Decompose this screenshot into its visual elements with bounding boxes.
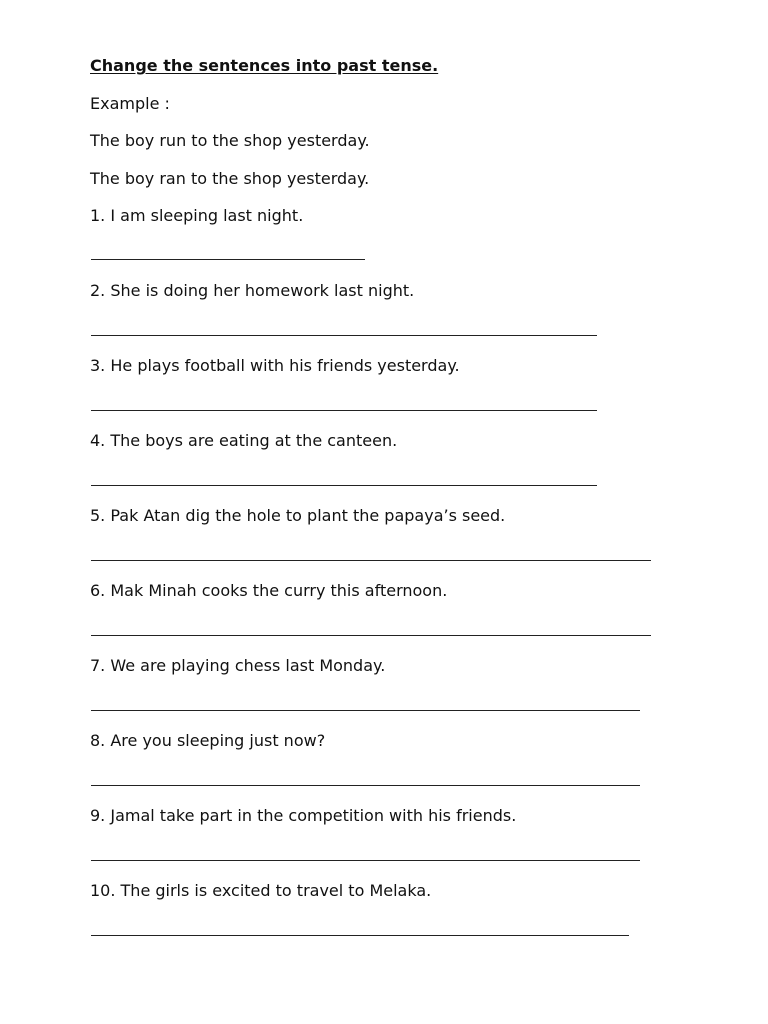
answer-line-7[interactable]: [91, 710, 640, 711]
answer-line-3[interactable]: [91, 410, 597, 411]
example-label: Example :: [90, 94, 170, 113]
answer-line-9[interactable]: [91, 860, 640, 861]
answer-line-6[interactable]: [91, 635, 651, 636]
answer-line-2[interactable]: [91, 335, 597, 336]
question-4: 4. The boys are eating at the canteen.: [90, 431, 398, 450]
worksheet-title: Change the sentences into past tense.: [90, 56, 439, 75]
question-10: 10. The girls is excited to travel to Melaka.: [90, 881, 432, 900]
question-8: 8. Are you sleeping just now?: [90, 731, 326, 750]
question-9: 9. Jamal take part in the competition with his friends.: [90, 806, 517, 825]
answer-line-1[interactable]: [91, 259, 365, 260]
question-7: 7. We are playing chess last Monday.: [90, 656, 386, 675]
question-5: 5. Pak Atan dig the hole to plant the papaya’s seed.: [90, 506, 506, 525]
answer-line-8[interactable]: [91, 785, 640, 786]
question-2: 2. She is doing her homework last night.: [90, 281, 415, 300]
answer-line-4[interactable]: [91, 485, 597, 486]
question-3: 3. He plays football with his friends yesterday.: [90, 356, 460, 375]
answer-line-10[interactable]: [91, 935, 629, 936]
question-1: 1. I am sleeping last night.: [90, 206, 304, 225]
answer-line-5[interactable]: [91, 560, 651, 561]
example-past-sentence: The boy ran to the shop yesterday.: [90, 169, 370, 188]
example-present-sentence: The boy run to the shop yesterday.: [90, 131, 370, 150]
question-6: 6. Mak Minah cooks the curry this afternoon.: [90, 581, 448, 600]
